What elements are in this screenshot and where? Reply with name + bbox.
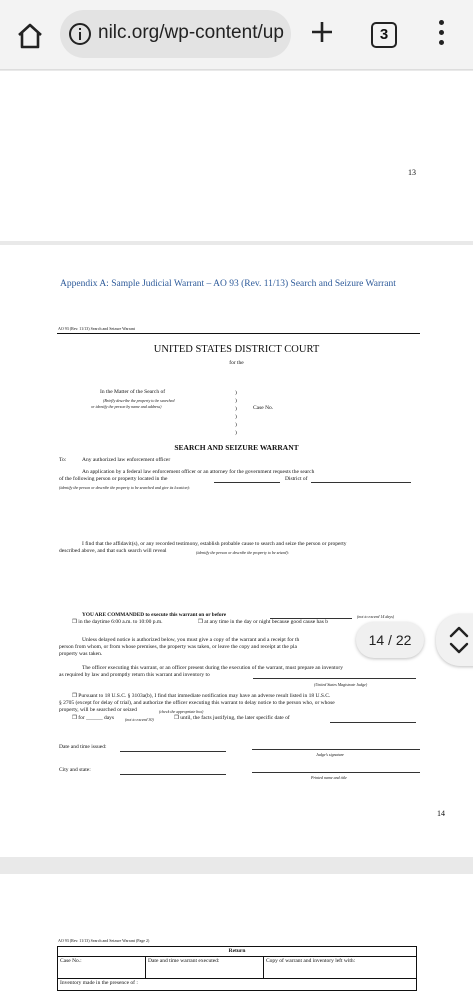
commanded-text: YOU ARE COMMANDED to execute this warrant on or before	[82, 612, 227, 618]
date-issued-label: Date and time issued:	[59, 744, 107, 750]
case-no-cell: Case No.:	[58, 957, 146, 979]
page-number: 14	[437, 809, 445, 818]
city-state-line	[120, 774, 226, 775]
home-icon[interactable]	[14, 20, 46, 52]
bracket-column: ) ) ) ) ) )	[235, 390, 237, 436]
page-number: 13	[408, 168, 416, 177]
application-text: of the following person or property located in the	[59, 476, 168, 482]
pdf-page-14	[0, 245, 473, 857]
identify-note: (identify the person or describe the property to be searched and give its location):	[59, 485, 191, 490]
chevron-up-down-icon	[436, 614, 473, 666]
url-text: nilc.org/wp-content/up	[98, 22, 284, 43]
page-indicator: 14 / 22	[356, 622, 424, 658]
browser-toolbar	[0, 0, 473, 70]
pursuant-note: (check the appropriate box)	[159, 709, 204, 714]
menu-icon[interactable]	[436, 20, 446, 50]
matter-label: In the Matter of the Search of	[100, 389, 166, 395]
date-issued-line	[120, 751, 226, 752]
daytime-option: ❒ in the daytime 6:00 a.m. to 10:00 p.m.	[72, 619, 163, 625]
finding-text: described above, and that such search will reveal	[59, 548, 167, 554]
anytime-option: ❒ at any time in the day or night because good cause has b	[198, 619, 329, 625]
printed-name-line	[252, 772, 420, 773]
address-bar[interactable]	[60, 10, 291, 58]
plus-icon[interactable]	[307, 17, 337, 47]
tab-count-button[interactable]: 3	[371, 22, 397, 48]
warrant-title: SEARCH AND SEIZURE WARRANT	[174, 443, 299, 452]
not-exceed-note: (not to exceed 14 days)	[357, 614, 395, 619]
for-the-label: for the	[229, 360, 244, 366]
for-days-note: (not to exceed 30)	[125, 717, 154, 722]
page-scroll-handle[interactable]	[436, 614, 473, 666]
until-line	[330, 722, 416, 723]
district-line	[311, 482, 411, 483]
application-text: An application by a federal law enforcement officer or an attorney for the government requests the search	[82, 469, 315, 475]
delayed-text: Unless delayed notice is authorized below, you must give a copy of the warrant and a receipt for th	[82, 637, 300, 643]
finding-note: (identify the person or describe the property to be seized):	[196, 550, 290, 555]
officer-text: as required by law and promptly return this warrant and inventory to	[59, 672, 210, 678]
court-name: UNITED STATES DISTRICT COURT	[153, 344, 320, 355]
header-rule	[57, 333, 420, 334]
pdf-page-15	[0, 874, 473, 1000]
pursuant-text: property, will be searched or seized	[59, 707, 137, 713]
to-label: To:	[59, 457, 67, 463]
magistrate-note: (United States Magistrate Judge)	[314, 682, 368, 687]
judge-signature-label: Judge’s signature	[316, 752, 344, 757]
appendix-title: Appendix A: Sample Judicial Warrant – AO 93 (Rev. 11/13) Search and Seizure Warrant	[60, 279, 396, 289]
return-title: Return	[58, 947, 417, 957]
form-code: AO 93 (Rev. 11/13) Search and Seizure Warrant (Page 2)	[58, 938, 150, 943]
info-icon[interactable]	[68, 22, 92, 46]
inventory-cell: Inventory made in the presence of :	[58, 979, 417, 991]
return-table	[57, 946, 417, 991]
officer-text: The officer executing this warrant, or an officer present during the execution of the warrant, must prepare an inventory	[82, 665, 343, 671]
city-state-label: City and state:	[59, 767, 91, 773]
pursuant-text: § 2705 (except for delay of trial), and authorize the officer executing this warrant to delay notice to the person who, or whose	[59, 700, 335, 706]
matter-note: (Briefly describe the property to be searched	[103, 398, 175, 403]
judge-signature-line	[252, 749, 420, 750]
case-no-label: Case No.	[253, 405, 274, 411]
location-line	[214, 482, 280, 483]
to-text: Any authorized law enforcement officer	[82, 457, 171, 463]
copy-left-cell: Copy of warrant and inventory left with:	[264, 957, 417, 979]
printed-name-label: Printed name and title	[311, 775, 347, 780]
until-option: ❒ until, the facts justifying, the later specific date of	[174, 715, 290, 721]
district-label: District of	[285, 476, 308, 482]
form-code: AO 93 (Rev. 11/13) Search and Seizure Warrant	[58, 326, 135, 331]
matter-note: or identify the person by name and address)	[91, 404, 162, 409]
for-days-option: ❒ for ______ days	[72, 715, 115, 721]
date-executed-cell: Date and time warrant executed:	[146, 957, 264, 979]
pdf-page-13	[0, 71, 473, 241]
finding-text: I find that the affidavit(s), or any recorded testimony, establish probable cause to search and seize the person or property	[82, 541, 347, 547]
return-to-line	[253, 678, 416, 679]
delayed-text: person from whom, or from whose premises, the property was taken, or leave the copy and receipt at the pla	[59, 644, 297, 650]
delayed-text: property was taken.	[59, 651, 103, 657]
pursuant-text: ❒ Pursuant to 18 U.S.C. § 3103a(b), I find that immediate notification may have an adverse result listed in 18 U.S.C.	[72, 693, 331, 699]
